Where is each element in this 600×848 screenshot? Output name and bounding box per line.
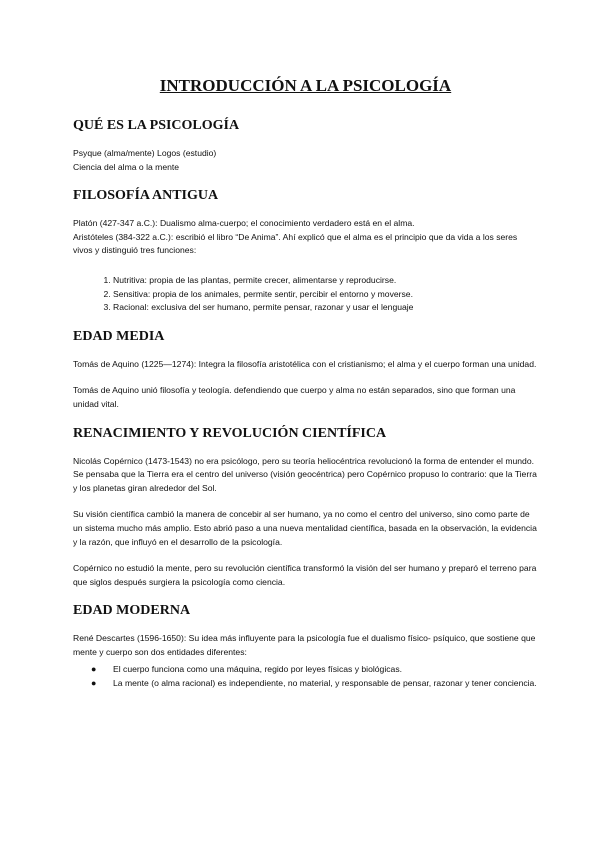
paragraph: Tomás de Aquino unió filosofía y teología. defendiendo que cuerpo y alma no están separados, sino que forman una unidad vital. (73, 385, 516, 409)
section-filosofia-antigua (73, 188, 538, 315)
section-heading: EDAD MODERNA (73, 603, 191, 619)
text-line: Ciencia del alma o la mente (73, 161, 180, 172)
list-item: 2. Sensitiva: propia de los animales, permite sentir, percibir el entorno y moverse. (113, 288, 538, 302)
bullet-icon: ● (91, 678, 97, 689)
paragraph (73, 147, 538, 174)
paragraph: René Descartes (1596-1650): Su idea más influyente para la psicología fue el dualismo físico- psíquico, que sostiene que mente y cuerpo son dos entidades diferentes: (73, 633, 536, 657)
section-edad-moderna (73, 603, 538, 690)
text-line: vivos y distinguió tres funciones: (73, 245, 197, 256)
list-item-text: La mente (o alma racional) es independiente, no material, y responsable de pensar, razonar y tener conciencia. (113, 678, 537, 689)
list-item-text: El cuerpo funciona como una máquina, regido por leyes físicas y biológicas. (113, 664, 403, 675)
section-heading: FILOSOFÍA ANTIGUA (73, 188, 219, 204)
paragraph: Nicolás Copérnico (1473-1543) no era psicólogo, pero su teoría heliocéntrica revolucionó la forma de entender el mundo. Se pensaba que la Tierra era el centro del universo (visión geocéntrica) pero Copérnico propuso lo contrario: que la Tierra y los planetas giran alrededor del Sol. (73, 455, 537, 493)
section-heading: RENACIMIENTO Y REVOLUCIÓN CIENTÍFICA (73, 425, 387, 441)
section-heading: EDAD MEDIA (73, 328, 165, 344)
section-renacimiento (73, 426, 538, 590)
section-heading: QUÉ ES LA PSICOLOGÍA (73, 118, 240, 133)
dualism-list (73, 663, 538, 690)
section-que-es (73, 118, 538, 174)
paragraph: Su visión científica cambió la manera de concebir al ser humano, ya no como el centro del universo, sino como parte de un sistema mucho más amplio. Esto abrió paso a una nueva mentalidad científica, basada en la observación, la evidencia y la razón, que influyó en el desarrollo de la psicología. (73, 509, 537, 547)
paragraph: Copérnico no estudió la mente, pero su revolución científica transformó la visión del ser humano y preparó el terreno para que siglos después surgiera la psicología como ciencia. (73, 563, 537, 587)
list-item (91, 677, 538, 691)
document-title: INTRODUCCIÓN A LA PSICOLOGÍA (159, 76, 452, 95)
paragraph: Tomás de Aquino (1225—1274): Integra la filosofía aristotélica con el cristianismo; el alma y el cuerpo forman una unidad. (73, 358, 537, 369)
list-item: 3. Racional: exclusiva del ser humano, permite pensar, razonar y usar el lenguaje (113, 301, 538, 315)
bullet-icon: ● (91, 664, 97, 675)
list-item: 1. Nutritiva: propia de las plantas, permite crecer, alimentarse y reproducirse. (113, 274, 538, 288)
functions-list (73, 274, 538, 315)
section-edad-media (73, 329, 538, 412)
list-item (91, 663, 538, 677)
text-line: Psyque (alma/mente) Logos (estudio) (73, 148, 217, 158)
text-line: Platón (427-347 a.C.): Dualismo alma-cuerpo; el conocimiento verdadero está en el alma. (73, 218, 415, 229)
text-line: Aristóteles (384-322 a.C.): escribió el libro “De Anima”. Ahí explicó que el alma es el principio que da vida a los seres (73, 231, 518, 242)
paragraph (73, 217, 538, 258)
